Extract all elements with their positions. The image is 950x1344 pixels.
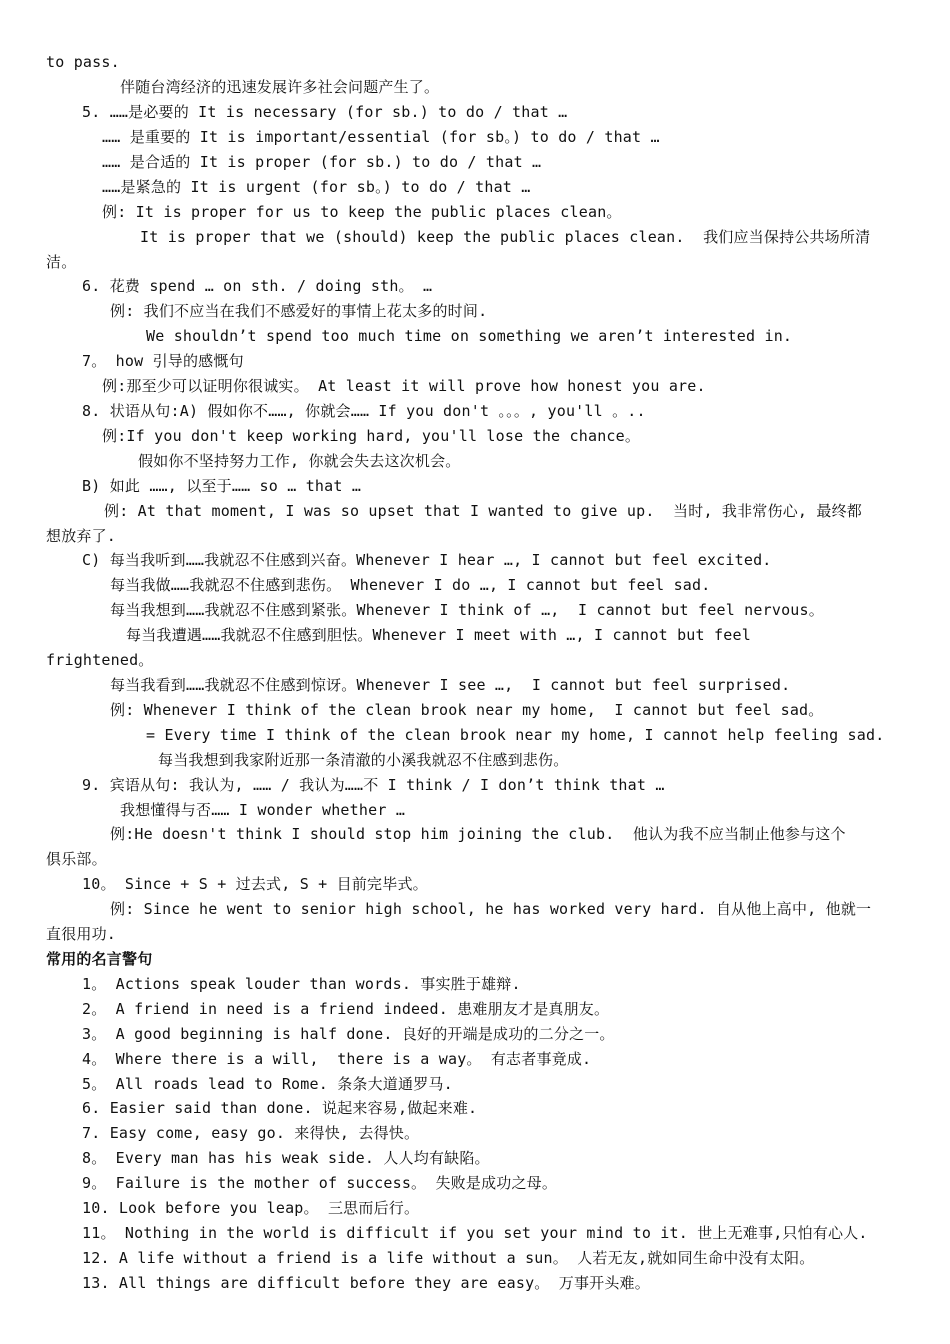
text-line: 伴随台湾经济的迅速发展许多社会问题产生了。 (120, 78, 440, 96)
text-line: It is proper that we (should) keep the public places clean. 我们应当保持公共场所清 (140, 228, 871, 246)
text-line: 假如你不坚持努力工作, 你就会失去这次机会。 (138, 452, 461, 470)
text-line: 例: At that moment, I was so upset that I wanted to give up. 当时, 我非常伤心, 最终都 (104, 502, 862, 520)
text-line: 每当我想到我家附近那一条清澈的小溪我就忍不住感到悲伤。 (158, 751, 569, 769)
proverb-item: 2。 A friend in need is a friend indeed. 患难朋友才是真朋友。 (82, 1000, 610, 1018)
text-line: 例:那至少可以证明你很诚实。 At least it will prove how honest you are. (102, 377, 706, 395)
text-line: 洁。 (46, 253, 77, 271)
proverb-item: 6. Easier said than done. 说起来容易,做起来难. (82, 1099, 478, 1117)
text-line: 例: Since he went to senior high school, he has worked very hard. 自从他上高中, 他就一 (110, 900, 872, 918)
proverb-item: 7. Easy come, easy go. 来得快, 去得快。 (82, 1124, 420, 1142)
proverb-item: 11。 Nothing in the world is difficult if you set your mind to it. 世上无难事,只怕有心人. (82, 1224, 868, 1242)
text-line: 8. 状语从句:A) 假如你不……, 你就会…… If you don't 。。。, you'll 。.. (82, 402, 646, 420)
text-line: to pass. (46, 53, 120, 71)
proverb-item: 12. A life without a friend is a life without a sun。 人若无友,就如同生命中没有太阳。 (82, 1249, 815, 1267)
section-heading: 常用的名言警句 (46, 950, 153, 968)
text-line: B) 如此 ……, 以至于…… so … that … (82, 477, 362, 495)
text-line: We shouldn’t spend too much time on something we aren’t interested in. (146, 327, 793, 345)
text-line: 每当我做……我就忍不住感到悲伤。 Whenever I do …, I cannot but feel sad. (110, 576, 711, 594)
text-line: 我想懂得与否…… I wonder whether … (120, 801, 406, 819)
text-line: ……是紧急的 It is urgent (for sb。) to do / that … (102, 178, 531, 196)
text-line: 每当我遭遇……我就忍不住感到胆怯。Whenever I meet with …, I cannot but feel (126, 626, 751, 644)
text-line: 7。 how 引导的感慨句 (82, 352, 244, 370)
text-line: C) 每当我听到……我就忍不住感到兴奋。Whenever I hear …, I cannot but feel excited. (82, 551, 772, 569)
text-line: 5. ……是必要的 It is necessary (for sb.) to do / that … (82, 103, 568, 121)
text-line: 9. 宾语从句: 我认为, …… / 我认为……不 I think / I don’t think that … (82, 776, 665, 794)
text-line: frightened。 (46, 651, 154, 669)
proverb-item: 5。 All roads lead to Rome. 条条大道通罗马. (82, 1075, 453, 1093)
text-line: 每当我看到……我就忍不住感到惊讶。Whenever I see …, I cannot but feel surprised. (110, 676, 791, 694)
proverb-item: 10. Look before you leap。 三思而后行。 (82, 1199, 420, 1217)
proverb-item: 4。 Where there is a will, there is a way。 有志者事竟成. (82, 1050, 592, 1068)
text-line: 俱乐部。 (46, 850, 107, 868)
text-line: …… 是重要的 It is important/essential (for sb。) to do / that … (102, 128, 660, 146)
text-line: 10。 Since + S + 过去式, S + 目前完毕式。 (82, 875, 428, 893)
text-line: = Every time I think of the clean brook near my home, I cannot help feeling sad. (146, 726, 885, 744)
proverb-item: 9。 Failure is the mother of success。 失败是成功之母。 (82, 1174, 558, 1192)
text-line: 例:He doesn't think I should stop him joining the club. 他认为我不应当制止他参与这个 (110, 825, 846, 843)
text-line: 例:If you don't keep working hard, you'll lose the chance。 (102, 427, 641, 445)
proverb-item: 1。 Actions speak louder than words. 事实胜于雄辩. (82, 975, 521, 993)
text-line: 例: Whenever I think of the clean brook near my home, I cannot but feel sad。 (110, 701, 824, 719)
proverb-item: 13. All things are difficult before they are easy。 万事开头难。 (82, 1274, 650, 1292)
text-line: 想放弃了. (46, 527, 117, 545)
text-line: 直很用功. (46, 925, 117, 943)
text-line: 每当我想到……我就忍不住感到紧张。Whenever I think of …, I cannot but feel nervous。 (110, 601, 824, 619)
text-line: …… 是合适的 It is proper (for sb.) to do / that … (102, 153, 542, 171)
proverb-item: 8。 Every man has his weak side. 人人均有缺陷。 (82, 1149, 490, 1167)
proverb-item: 3。 A good beginning is half done. 良好的开端是成功的二分之一。 (82, 1025, 615, 1043)
text-line: 6. 花费 spend … on sth. / doing sth。 … (82, 277, 433, 295)
text-line: 例: It is proper for us to keep the public places clean。 (102, 203, 622, 221)
text-line: 例: 我们不应当在我们不感爱好的事情上花太多的时间. (110, 302, 488, 320)
